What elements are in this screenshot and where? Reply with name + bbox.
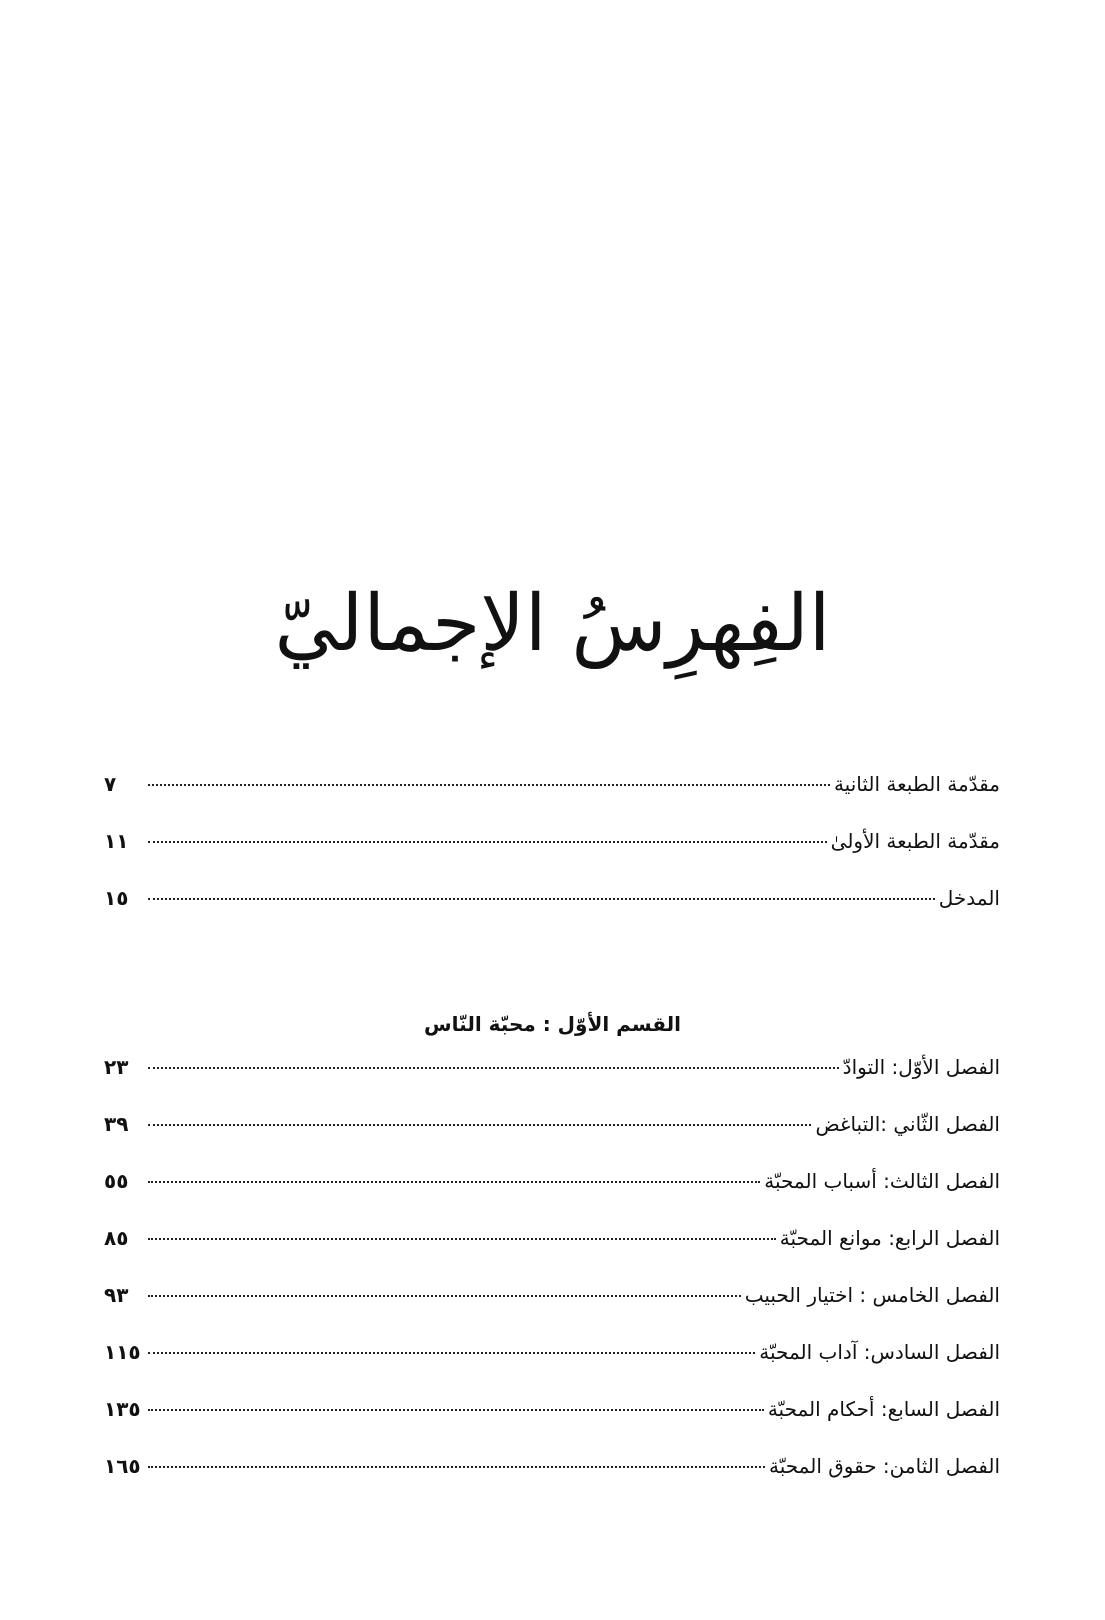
toc-row-chapter-2[interactable] <box>104 1112 1000 1169</box>
toc-page-number: ٩٣ <box>104 1283 129 1307</box>
toc-entry-label: مقدّمة الطبعة الثانية <box>833 772 1000 796</box>
toc-page-number: ٨٥ <box>104 1226 129 1250</box>
toc-row-first-edition-preface[interactable] <box>104 829 1000 886</box>
section-heading: القسم الأوّل : محبّة النّاس <box>424 1012 681 1036</box>
toc-entry-label: المدخل <box>938 886 1000 910</box>
chapter-toc-list <box>104 1055 1000 1511</box>
toc-entry-label: الفصل السابع: أحكام المحبّة <box>767 1397 1000 1421</box>
toc-entry-label: الفصل الثامن: حقوق المحبّة <box>769 1454 1000 1478</box>
page-title: الفِهرِسُ الإجماليّ <box>274 579 831 669</box>
dot-leader <box>148 841 827 843</box>
dot-leader <box>148 1409 764 1411</box>
toc-row-chapter-7[interactable] <box>104 1397 1000 1454</box>
toc-page-number: ٧ <box>104 772 117 796</box>
toc-entry-label: الفصل السادس: آداب المحبّة <box>759 1340 1000 1364</box>
toc-page-number: ١٦٥ <box>104 1454 141 1478</box>
toc-page-number: ٥٥ <box>104 1169 129 1193</box>
toc-row-chapter-4[interactable] <box>104 1226 1000 1283</box>
toc-page-number: ١١ <box>104 829 129 853</box>
toc-entry-label: الفصل الرابع: موانع المحبّة <box>779 1226 1000 1250</box>
toc-row-chapter-3[interactable] <box>104 1169 1000 1226</box>
dot-leader <box>148 784 830 786</box>
dot-leader <box>148 1124 811 1126</box>
dot-leader <box>148 1181 760 1183</box>
toc-entry-label: الفصل الأوّل: التوادّ <box>842 1055 1000 1079</box>
toc-row-chapter-8[interactable] <box>104 1454 1000 1511</box>
dot-leader <box>148 1238 776 1240</box>
toc-row-second-edition-preface[interactable] <box>104 772 1000 829</box>
toc-row-chapter-5[interactable] <box>104 1283 1000 1340</box>
dot-leader <box>148 1295 741 1297</box>
dot-leader <box>148 898 935 900</box>
toc-entry-label: الفصل الثّاني :التباغض <box>815 1112 1000 1136</box>
toc-row-introduction[interactable] <box>104 886 1000 943</box>
dot-leader <box>148 1466 765 1468</box>
toc-page-number: ١١٥ <box>104 1340 141 1364</box>
toc-row-chapter-6[interactable] <box>104 1340 1000 1397</box>
toc-row-chapter-1[interactable] <box>104 1055 1000 1112</box>
toc-entry-label: الفصل الثالث: أسباب المحبّة <box>764 1169 1000 1193</box>
toc-page-number: ١٣٥ <box>104 1397 141 1421</box>
toc-page-number: ٣٩ <box>104 1112 129 1136</box>
intro-toc-list <box>104 772 1000 943</box>
toc-page-number: ٢٣ <box>104 1055 129 1079</box>
toc-entry-label: مقدّمة الطبعة الأولىٰ <box>830 829 1000 853</box>
dot-leader <box>148 1352 755 1354</box>
dot-leader <box>148 1067 839 1069</box>
toc-page-number: ١٥ <box>104 886 129 910</box>
toc-entry-label: الفصل الخامس : اختيار الحبيب <box>744 1283 1000 1307</box>
